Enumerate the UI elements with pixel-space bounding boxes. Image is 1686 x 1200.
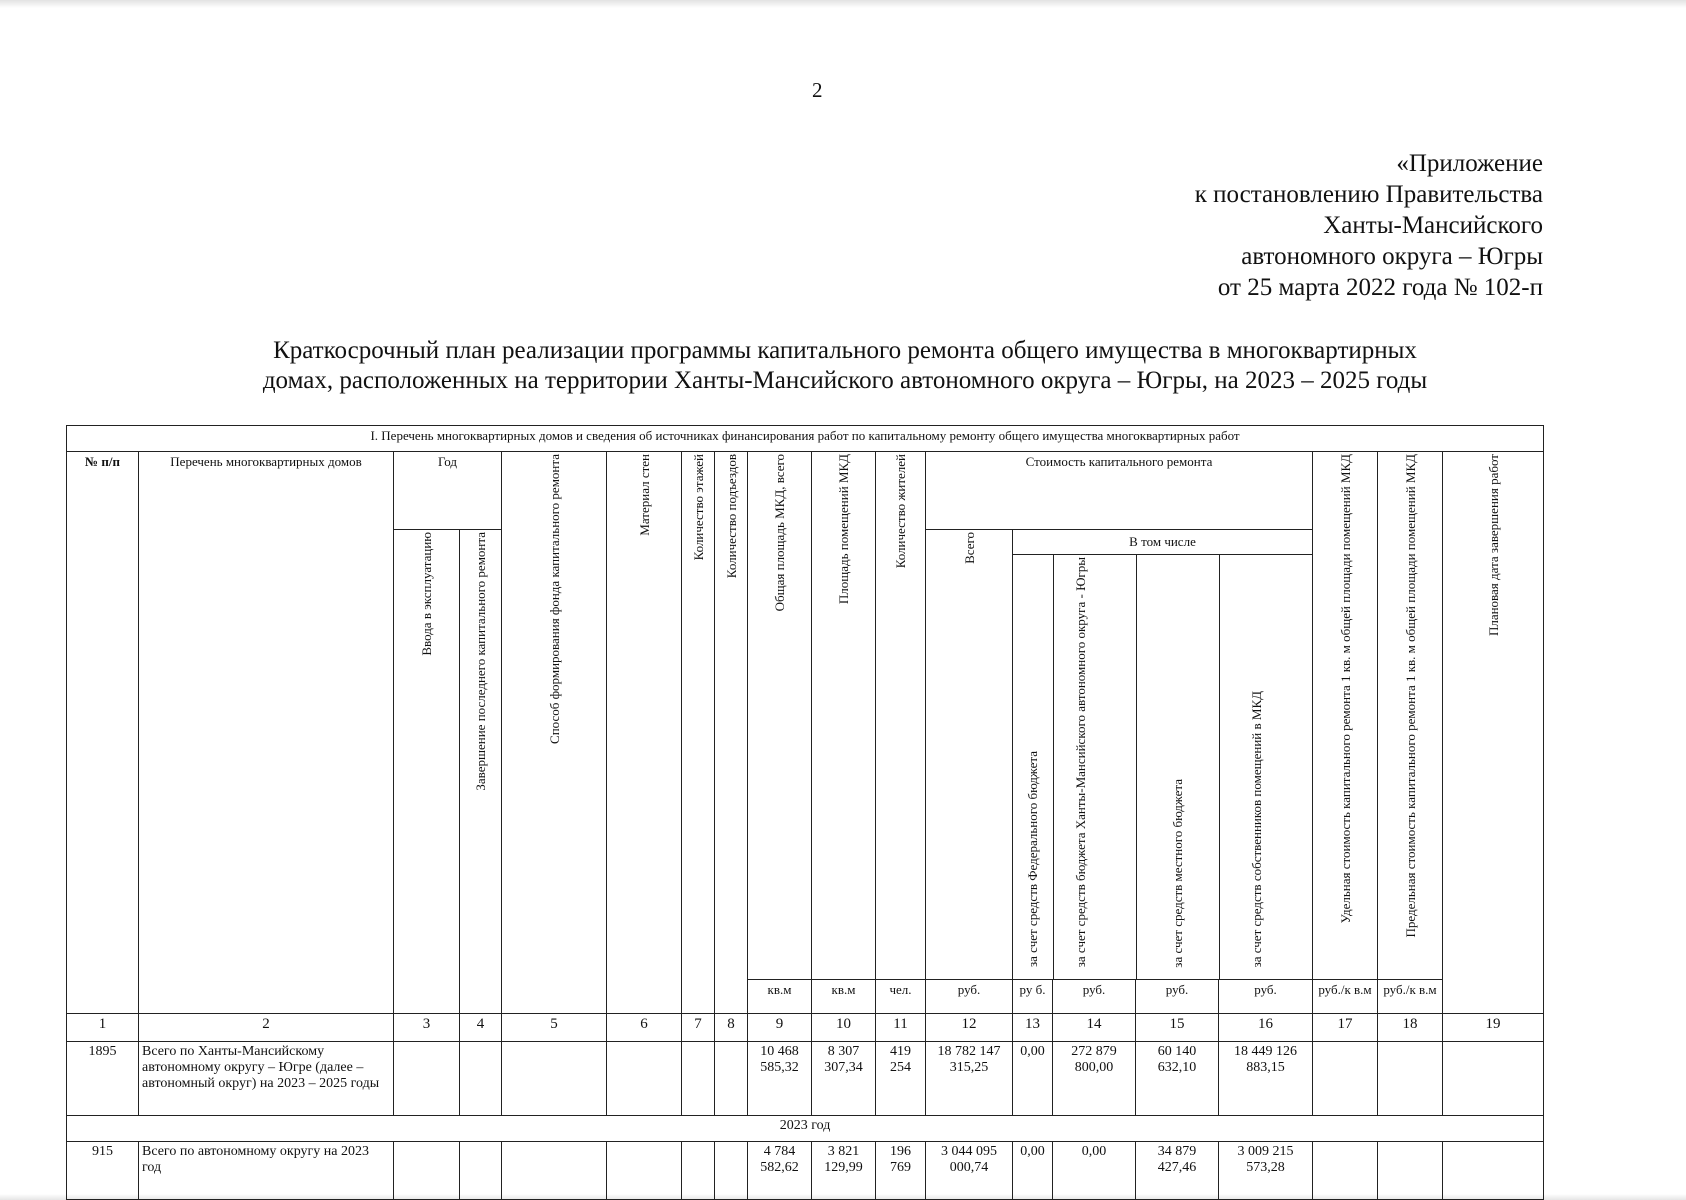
column-number: 12 [926,1014,1013,1042]
column-number: 6 [607,1014,682,1042]
cell-owners: 3 009 215 573,28 [1219,1142,1313,1200]
cell-empty [607,1142,682,1200]
header-unit-cost: Удельная стоимость капитального ремонта 1 кв. м общей площади помещений МКД [1313,452,1378,980]
cell-federal: 0,00 [1013,1042,1053,1116]
cell-residents: 419 254 [876,1042,926,1116]
cell-empty [502,1142,607,1200]
column-number: 2 [139,1014,394,1042]
header-num: № п/п [67,452,139,1014]
column-number: 7 [682,1014,715,1042]
appendix-line: Ханты-Мансийского [1323,212,1543,239]
unit-unit-cost: руб./к в.м [1313,980,1378,1014]
column-number: 14 [1053,1014,1136,1042]
cell-cost-total: 3 044 095 000,74 [926,1142,1013,1200]
cell-name: Всего по автономному округу на 2023 год [139,1142,394,1200]
unit-federal: ру б. [1013,980,1053,1014]
cell-empty [1378,1042,1443,1116]
header-including-label: В том числе [1013,530,1312,555]
header-cost: Стоимость капитального ремонта [926,452,1313,530]
header-cost-total: Всего [926,530,1013,980]
header-federal: за счет средств Федерального бюджета [1013,555,1053,979]
cell-total-area: 4 784 582,62 [748,1142,812,1200]
header-owners: за счет средств собственников помещений в МКД [1249,690,1265,968]
table-row [67,1042,1544,1116]
column-number: 11 [876,1014,926,1042]
header-limit-cost: Предельная стоимость капитального ремонта 1 кв. м общей площади помещений МКД [1378,452,1443,980]
cell-federal: 0,00 [1013,1142,1053,1200]
cell-empty [1443,1042,1544,1116]
cell-empty [394,1042,460,1116]
header-floors: Количество этажей [682,452,715,1014]
cell-empty [607,1042,682,1116]
table-section-title: I. Перечень многоквартирных домов и сведения об источниках финансирования работ по капитальному ремонту общего имущества многоквартирных работ [67,426,1544,452]
header-year-commission: Ввода в эксплуатацию [394,530,460,1014]
cell-empty [682,1142,715,1200]
table-row [67,1142,1544,1200]
column-number: 16 [1219,1014,1313,1042]
header-year-last-repair: Завершение последнего капитального ремонта [460,530,502,1014]
column-number: 10 [812,1014,876,1042]
cell-local: 60 140 632,10 [1136,1042,1219,1116]
cell-name: Всего по Ханты-Мансийскому автономному округу – Югре (далее – автономный округ) на 2023 – 2025 годы [139,1042,394,1116]
cell-empty [394,1142,460,1200]
cell-empty [715,1042,748,1116]
cell-premises-area: 3 821 129,99 [812,1142,876,1200]
cell-empty [1443,1142,1544,1200]
header-fund-method: Способ формирования фонда капитального ремонта [502,452,607,1014]
cell-premises-area: 8 307 307,34 [812,1042,876,1116]
unit-premises-area: кв.м [812,980,876,1014]
appendix-line: к постановлению Правительства [1194,181,1543,208]
column-number-row [67,1014,1544,1042]
including-subheaders [1013,555,1313,979]
unit-cost-total: руб. [926,980,1013,1014]
cell-cost-total: 18 782 147 315,25 [926,1042,1013,1116]
cell-empty [502,1042,607,1116]
header-premises-area: Площадь помещений МКД [812,452,876,980]
appendix-line: от 25 марта 2022 года № 102-п [1217,274,1543,301]
page-number: 2 [812,78,823,102]
column-number: 17 [1313,1014,1378,1042]
unit-total-area: кв.м [748,980,812,1014]
cell-empty [460,1142,502,1200]
header-year: Год [394,452,502,530]
column-number: 19 [1443,1014,1544,1042]
unit-residents: чел. [876,980,926,1014]
cell-num: 1895 [67,1042,139,1116]
cell-total-area: 10 468 585,32 [748,1042,812,1116]
column-number: 18 [1378,1014,1443,1042]
year-section-label: 2023 год [67,1116,1544,1142]
title-line: домах, расположенных на территории Ханты-Мансийского автономного округа – Югры, на 2023 – 2025 годы [262,367,1428,394]
header-entrances: Количество подъездов [715,452,748,1014]
cell-empty [1378,1142,1443,1200]
unit-local: руб. [1136,980,1219,1014]
cell-empty [1313,1142,1378,1200]
header-list: Перечень многоквартирных домов [139,452,394,1014]
header-wall-material: Материал стен [607,452,682,1014]
cell-owners: 18 449 126 883,15 [1219,1042,1313,1116]
appendix-block [1195,148,1543,303]
unit-limit-cost: руб./к в.м [1378,980,1443,1014]
title-line: Краткосрочный план реализации программы капитального ремонта общего имущества в многоквартирных [273,337,1417,364]
header-planned-date: Плановая дата завершения работ [1443,452,1544,1014]
cell-regional: 272 879 800,00 [1053,1042,1136,1116]
cell-residents: 196 769 [876,1142,926,1200]
header-total-area: Общая площадь МКД, всего [748,452,812,980]
repair-plan-table [66,425,1544,1200]
column-number: 9 [748,1014,812,1042]
column-number: 1 [67,1014,139,1042]
appendix-line: автономного округа – Югры [1241,243,1543,270]
header-local: за счет средств местного бюджета [1136,555,1219,979]
column-number: 4 [460,1014,502,1042]
cell-local: 34 879 427,46 [1136,1142,1219,1200]
column-number: 15 [1136,1014,1219,1042]
column-number: 8 [715,1014,748,1042]
unit-owners: руб. [1219,980,1313,1014]
cell-empty [682,1042,715,1116]
column-number: 5 [502,1014,607,1042]
header-residents: Количество жителей [876,452,926,980]
column-number: 13 [1013,1014,1053,1042]
cell-empty [1313,1042,1378,1116]
column-number: 3 [394,1014,460,1042]
cell-empty [460,1042,502,1116]
header-including [1013,530,1313,980]
appendix-line: «Приложение [1396,150,1543,177]
unit-regional: руб. [1053,980,1136,1014]
scan-edge-top [0,0,1686,8]
header-regional: за счет средств бюджета Ханты-Мансийского автономного округа - Югры [1053,555,1136,979]
cell-regional: 0,00 [1053,1142,1136,1200]
cell-num: 915 [67,1142,139,1200]
document-title [150,336,1540,396]
cell-empty [715,1142,748,1200]
